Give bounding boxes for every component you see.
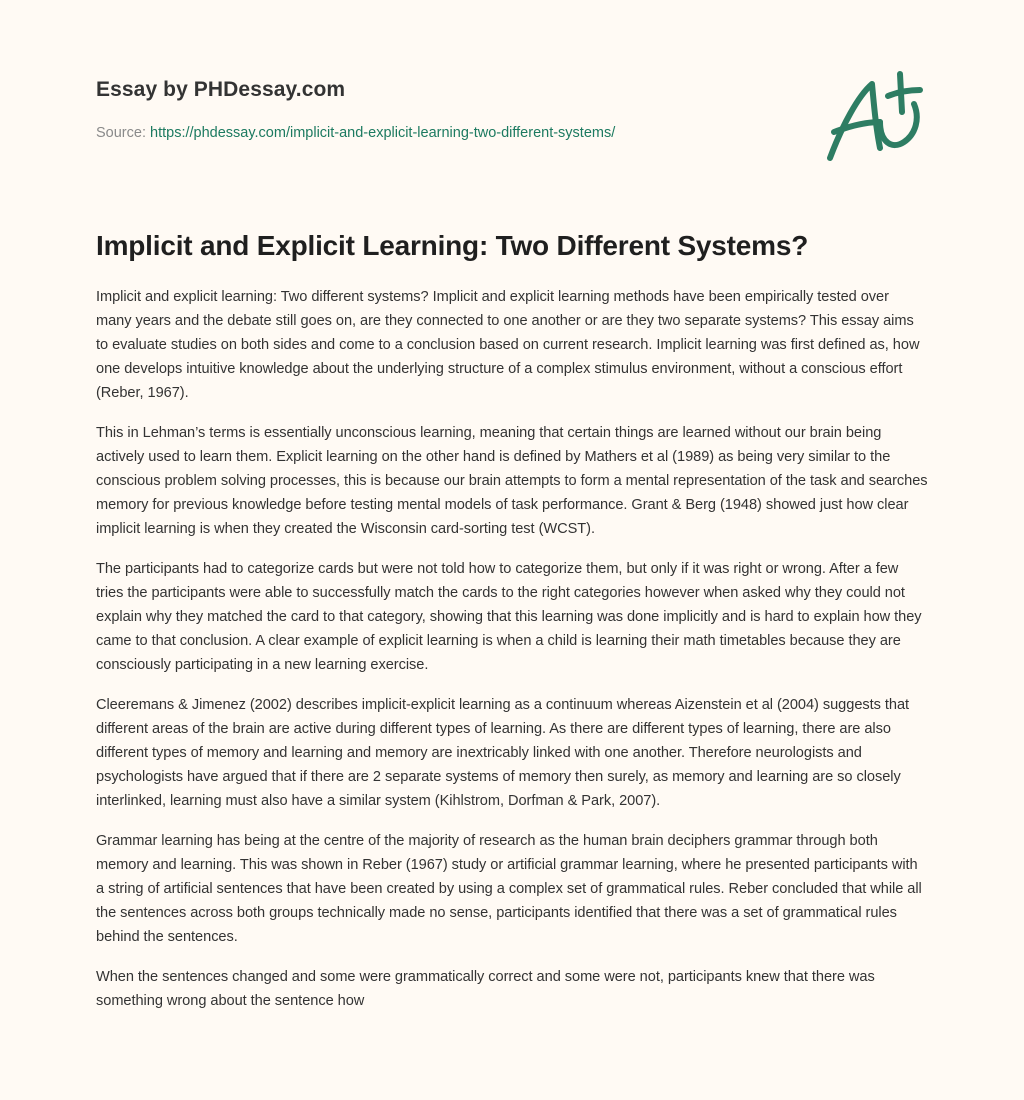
essay-paragraph: When the sentences changed and some were grammatically correct and some were not, participants knew that there was something wrong about the sentence how [96, 969, 875, 1009]
essay-paragraph: Cleeremans & Jimenez (2002) describes implicit-explicit learning as a continuum whereas Aizenstein et al (2004) suggests that different areas of the brain are active during different types of learning. As there are different types of learning, there are also different types of memory and learning and memory are inextricably linked with one another. Therefore neurologists and psychologists have argued that if there are 2 separate systems of memory then surely, as memory and learning are so closely interlinked, learning must also have a similar system (Kihlstrom, Dorfman & Park, 2007). [96, 697, 910, 809]
page-header [96, 76, 796, 143]
source-label: Source: [96, 125, 146, 141]
essay-body [96, 285, 928, 1029]
source-link[interactable]: https://phdessay.com/implicit-and-explicit-learning-two-different-systems/ [150, 125, 616, 141]
essay-paragraph: Grammar learning has being at the centre of the majority of research as the human brain deciphers grammar through both memory and learning. This was shown in Reber (1967) study or artificial grammar learning, where he presented participants with a string of artificial sentences that have been created by using a complex set of grammatical rules. Reber concluded that while all the sentences across both groups technically made no sense, participants identified that there was a set of grammatical rules behind the sentences. [96, 833, 922, 945]
source-line [96, 123, 796, 143]
a-plus-grade-icon [820, 66, 930, 166]
essay-title: Implicit and Explicit Learning: Two Different Systems? [96, 230, 809, 261]
essay-paragraph: The participants had to categorize cards but were not told how to categorize them, but only if it was right or wrong. After a few tries the participants were able to successfully match the cards to the right categories however when asked why they could not explain why they matched the card to that category, showing that this learning was done implicitly and is hard to explain how they came to that conclusion. A clear example of explicit learning is when a child is learning their math timetables because they are consciously participating in a new learning exercise. [96, 561, 922, 673]
site-title: Essay by PHDessay.com [96, 78, 346, 101]
essay-paragraph: This in Lehman’s terms is essentially unconscious learning, meaning that certain things are learned without our brain being actively used to learn them. Explicit learning on the other hand is defined by Mathers et al (1989) as being very similar to the conscious problem solving processes, this is because our brain attempts to form a mental representation of the task and searches memory for previous knowledge before testing mental models of task performance. Grant & Berg (1948) showed just how clear implicit learning is when they created the Wisconsin card-sorting test (WCST). [96, 425, 928, 537]
essay-paragraph: Implicit and explicit learning: Two different systems? Implicit and explicit learning methods have been empirically tested over many years and the debate still goes on, are they connected to one another or are they two separate systems? This essay aims to evaluate studies on both sides and come to a conclusion based on current research. Implicit learning was first defined as, how one develops intuitive knowledge about the underlying structure of a complex stimulus environment, without a conscious effort (Reber, 1967). [96, 289, 920, 401]
